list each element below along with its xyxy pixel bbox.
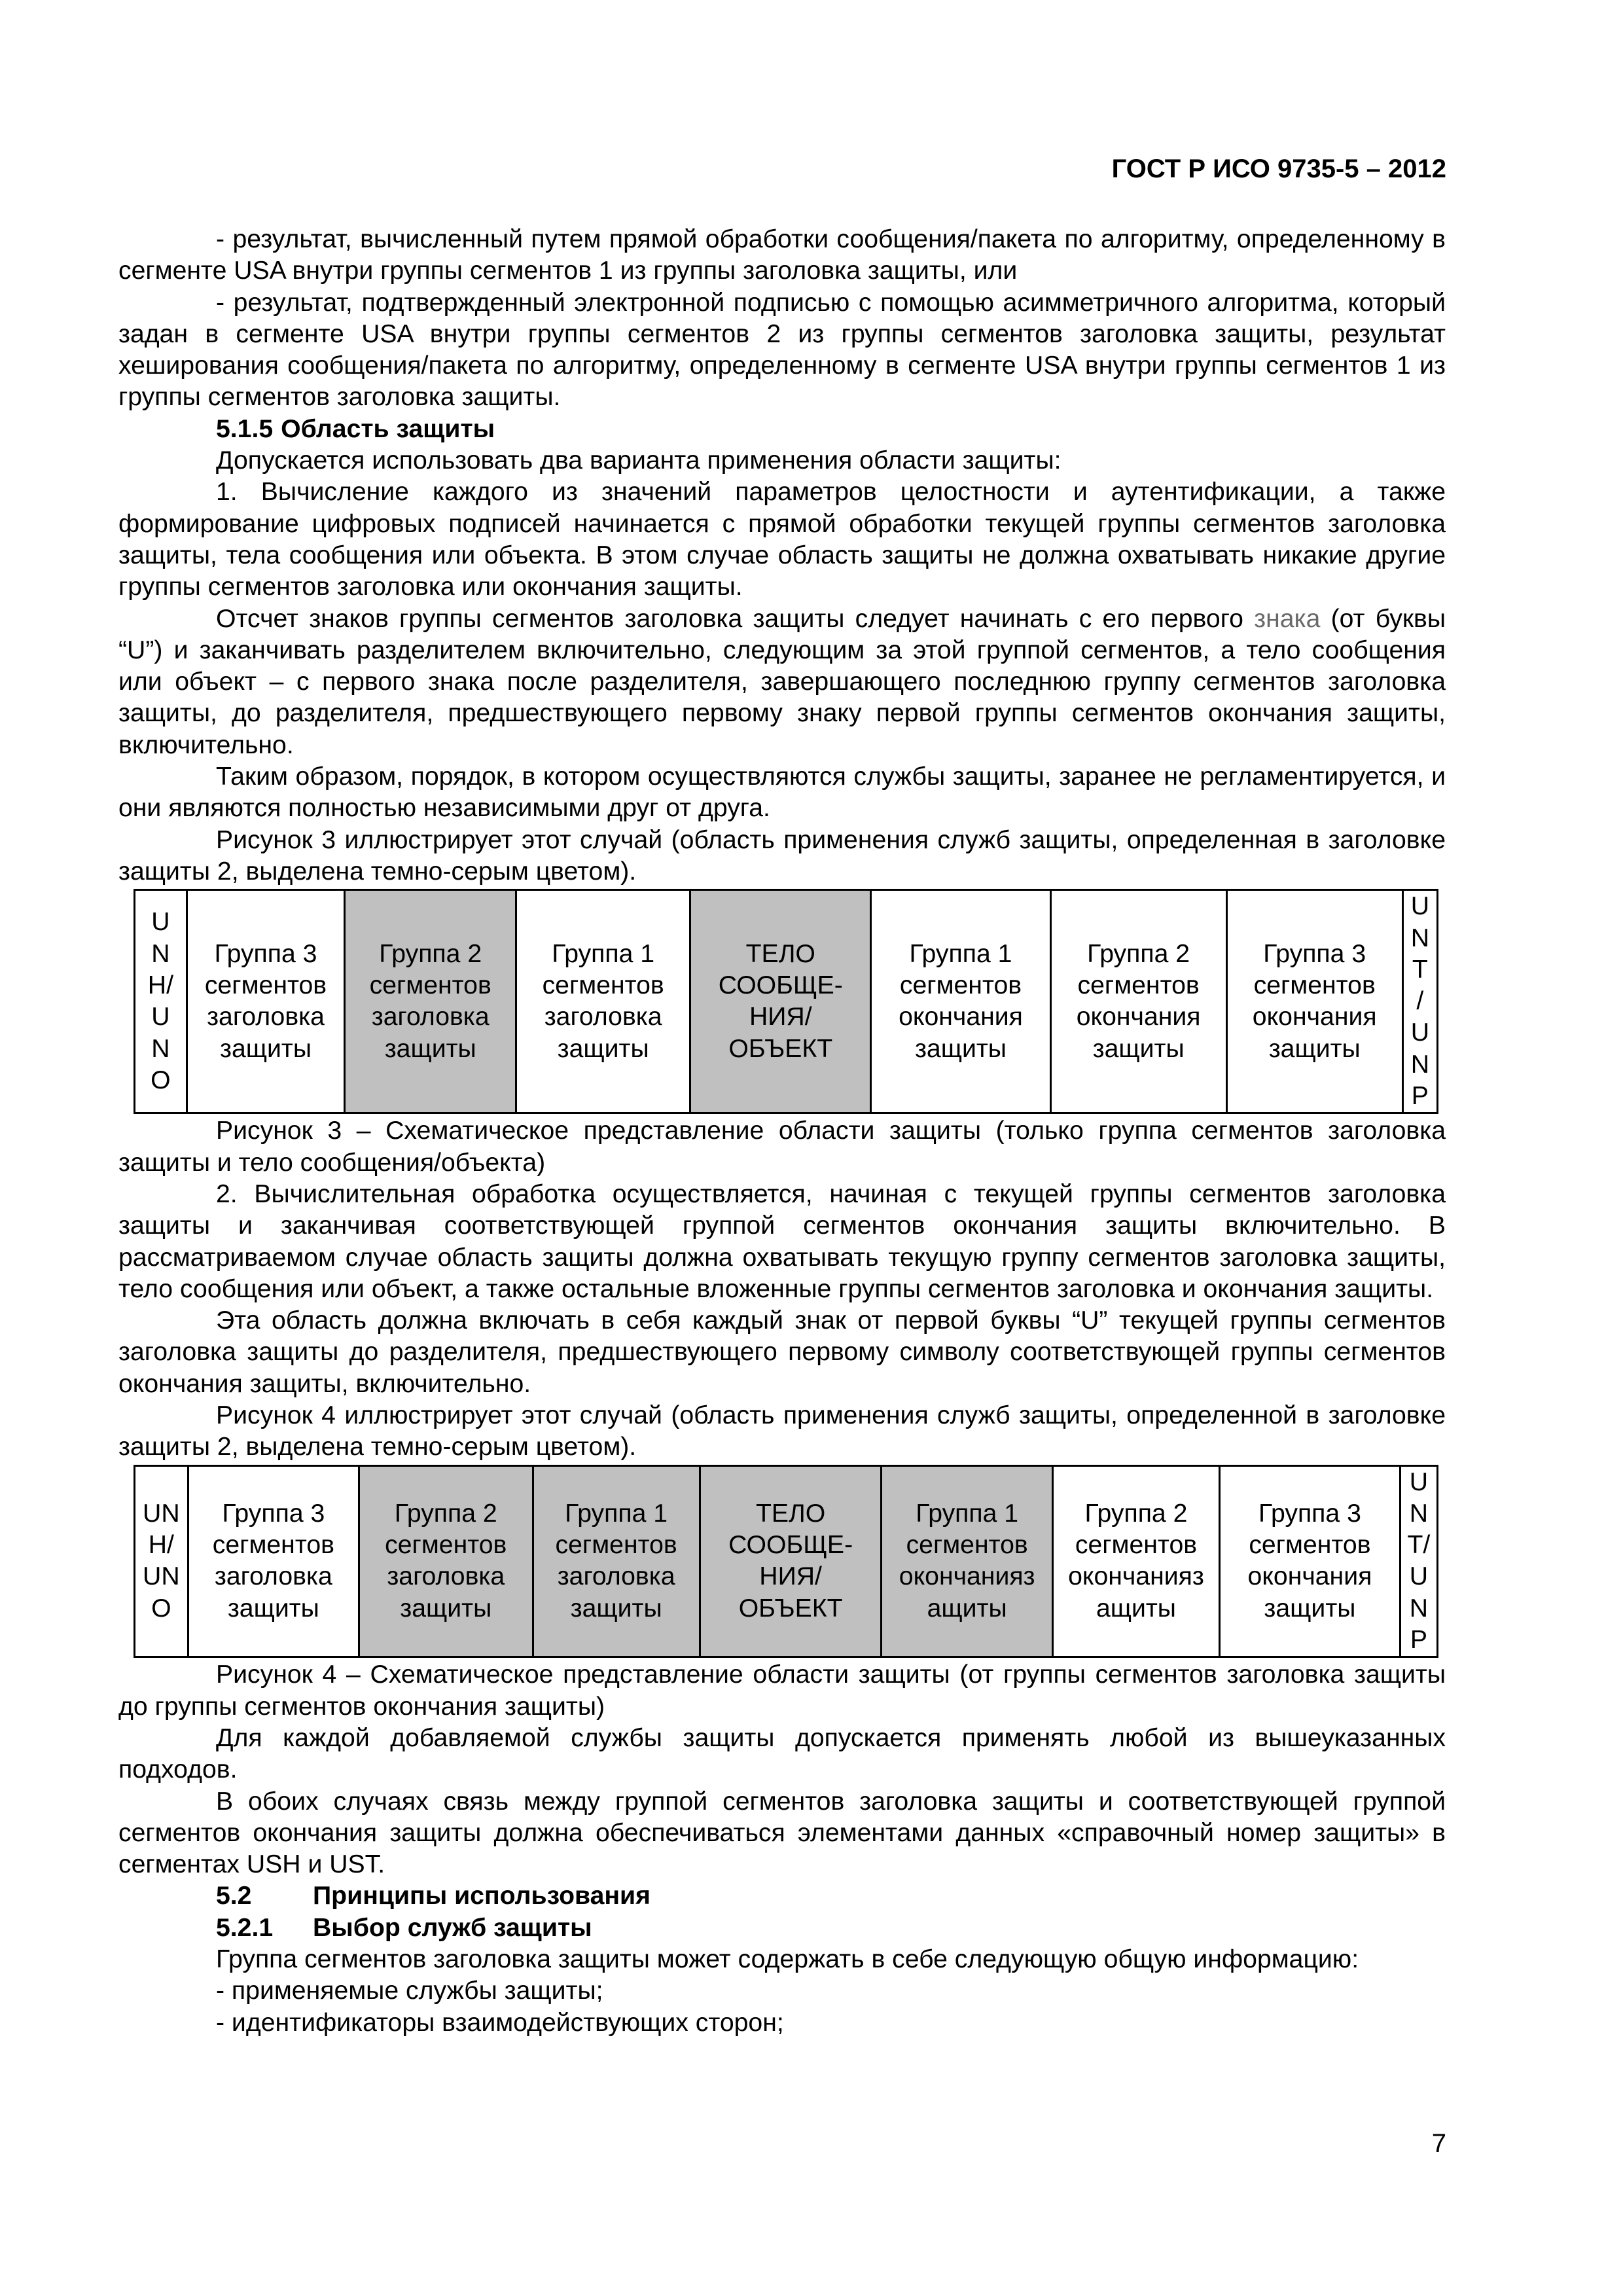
figure3-cell: Группа 1 сегментов заголовка защиты [516, 890, 690, 1113]
figure3-cell: Группа 2 сегментов заголовка защиты [345, 890, 516, 1113]
paragraph: Эта область должна включать в себя каждый знак от первой буквы “U” текущей группы сегментов заголовка защиты до разделителя, предшествующего первому символу соответствующей группы сегментов окончания защиты, включительно. [118, 1306, 1446, 1398]
paragraph: В обоих случаях связь между группой сегментов заголовка защиты и соответствующей группой сегментов окончания защиты должна обеспечиваться элементами данных «справочный номер защиты» в сегментах USH и UST. [118, 1787, 1446, 1879]
figure3-cell: U N H/ U N O [135, 890, 187, 1113]
list-item: - применяемые службы защиты; [216, 1977, 603, 2005]
figure4-cell: Группа 2 сегментов заголовка защиты [359, 1465, 533, 1657]
figure4-cell: ТЕЛО СООБЩЕ- НИЯ/ ОБЪЕКТ [700, 1465, 882, 1657]
figure4-cell: Группа 1 сегментов окончанияз ащиты [882, 1465, 1052, 1657]
paragraph: - результат, подтвержденный электронной подписью с помощью асимметричного алгоритма, который задан в сегменте USA внутри группы сегментов 2 из группы сегментов заголовка защиты, результат хеширования сообщения/пакета по алгоритму, определенному в сегменте USA внутри группы сегментов 1 из группы сегментов заголовка защиты. [118, 288, 1446, 412]
figure3-cell: Группа 1 сегментов окончания защиты [871, 890, 1050, 1113]
figure4-cell: Группа 3 сегментов заголовка защиты [188, 1465, 359, 1657]
figure3-cell: Группа 3 сегментов заголовка защиты [187, 890, 344, 1113]
figure4-cell: Группа 2 сегментов окончанияз ащиты [1052, 1465, 1219, 1657]
document-body [118, 224, 1446, 2039]
section-number: 5.1.5 [216, 414, 274, 443]
figure3-cell: Группа 2 сегментов окончания защиты [1050, 890, 1226, 1113]
gray-highlight-word: знака [1254, 604, 1321, 633]
paragraph: Рисунок 3 иллюстрирует этот случай (область применения служб защиты, определенная в заголовке защиты 2, выделена темно-серым цветом). [118, 825, 1446, 886]
figure3-cell: ТЕЛО СООБЩЕ- НИЯ/ ОБЪЕКТ [690, 890, 871, 1113]
figure-4-caption: Рисунок 4 – Схематическое представление области защиты (от группы сегментов заголовка защиты до группы сегментов окончания защиты) [118, 1660, 1446, 1721]
paragraph: Для каждой добавляемой службы защиты допускается применять любой из вышеуказанных подходов. [118, 1723, 1446, 1784]
document-header: ГОСТ Р ИСО 9735-5 – 2012 [1111, 154, 1446, 183]
figure-3-row [135, 890, 1438, 1113]
figure-3-scheme [134, 889, 1438, 1114]
figure3-cell: Группа 3 сегментов окончания защиты [1226, 890, 1402, 1113]
section-title: Область защиты [281, 414, 495, 443]
section-heading-5-2-1 [118, 1912, 1446, 1944]
figure4-cell: Группа 3 сегментов окончания защиты [1220, 1465, 1400, 1657]
paragraph: 1. Вычисление каждого из значений параметров целостности и аутентификации, а также формирование цифровых подписей начинается с прямой обработки текущей группы сегментов заголовка защиты, тела сообщения или объекта. В этом случае область защиты не должна охватывать никакие другие группы сегментов заголовка или окончания защиты. [118, 478, 1446, 601]
figure-4-scheme [134, 1465, 1438, 1659]
section-title: Принципы использования [313, 1882, 651, 1910]
section-heading-5-1-5 [118, 414, 1446, 445]
paragraph: - результат, вычисленный путем прямой обработки сообщения/пакета по алгоритму, определенному в сегменте USA внутри группы сегментов 1 из группы заголовка защиты, или [118, 225, 1446, 285]
figure-4-row [135, 1465, 1438, 1657]
section-heading-5-2 [118, 1880, 1446, 1912]
figure4-cell: U N T/ U N P [1400, 1465, 1437, 1657]
paragraph: Таким образом, порядок, в котором осуществляются службы защиты, заранее не регламентируется, и они являются полностью независимыми друг от друга. [118, 762, 1446, 823]
section-number: 5.2.1 [216, 1913, 274, 1942]
figure-3-caption: Рисунок 3 – Схематическое представление области защиты (только группа сегментов заголовка защиты и тело сообщения/объекта) [118, 1117, 1446, 1177]
paragraph: Группа сегментов заголовка защиты может содержать в себе следующую общую информацию: [216, 1945, 1359, 1974]
list-item: - идентификаторы взаимодействующих сторон; [216, 2008, 784, 2037]
figure4-cell: Группа 1 сегментов заголовка защиты [533, 1465, 700, 1657]
paragraph: 2. Вычислительная обработка осуществляется, начиная с текущей группы сегментов заголовка защиты и заканчивая соответствующей группой сегментов окончания защиты включительно. В рассматриваемом случае область защиты должна охватывать текущую группу сегментов заголовка защиты, тело сообщения или объект, а также остальные вложенные группы сегментов заголовка и окончания защиты. [118, 1179, 1446, 1303]
figure3-cell: U N T / U N P [1402, 890, 1437, 1113]
paragraph: Допускается использовать два варианта применения области защиты: [216, 446, 1061, 475]
paragraph: Отсчет знаков группы сегментов заголовка защиты следует начинать с его первого знака (от буквы “U”) и заканчивать разделителем включительно, следующим за этой группой сегментов, а тело сообщения или объект – с первого знака после разделителя, завершающего последнюю группу сегментов заголовка защиты, до разделителя, предшествующего первому знаку первой группы сегментов окончания защиты, включительно. [118, 604, 1446, 759]
page-number: 7 [1431, 2129, 1446, 2158]
figure4-cell: UN H/ UN O [135, 1465, 188, 1657]
paragraph: Рисунок 4 иллюстрирует этот случай (область применения служб защиты, определенной в заголовке защиты 2, выделена темно-серым цветом). [118, 1401, 1446, 1462]
section-number: 5.2 [216, 1882, 252, 1910]
section-title: Выбор служб защиты [313, 1913, 592, 1942]
